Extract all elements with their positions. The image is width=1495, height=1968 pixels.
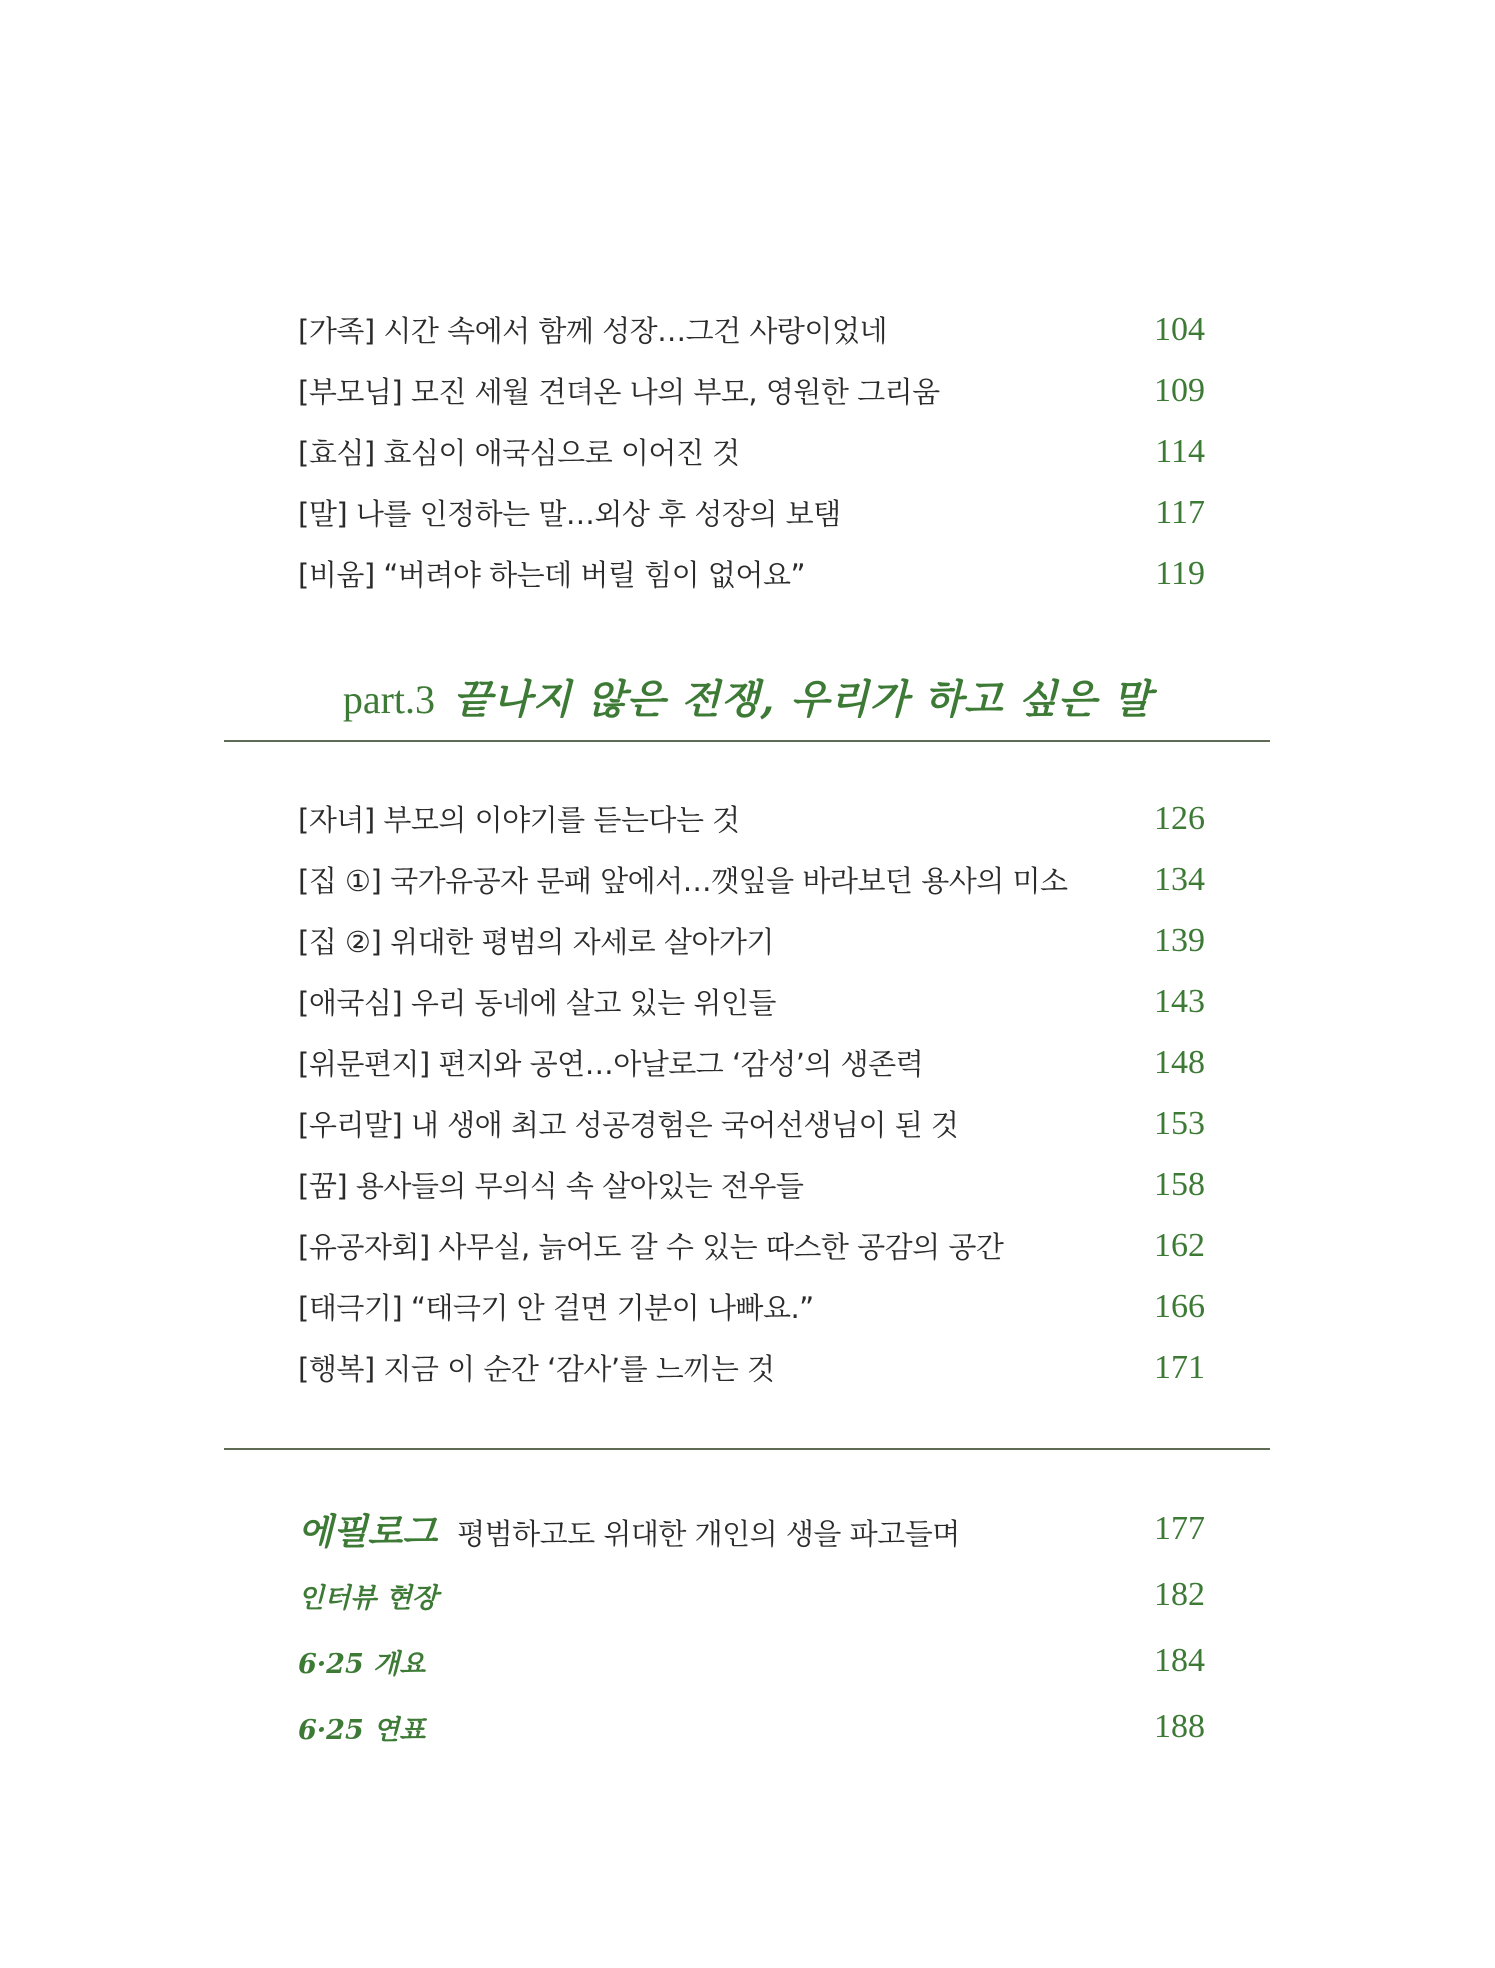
part-title: 끝나지 않은 전쟁, 우리가 하고 싶은 말 bbox=[453, 676, 1153, 723]
toc-entry-title: [꿈] 용사들의 무의식 속 살아있는 전우들 bbox=[298, 1169, 804, 1203]
toc-entry[interactable] bbox=[298, 788, 1205, 849]
toc-entry-page: 166 bbox=[1154, 1287, 1205, 1325]
toc-entry-title: [자녀] 부모의 이야기를 듣는다는 것 bbox=[298, 803, 740, 837]
toc-entry-title: [위문편지] 편지와 공연…아날로그 ‘감성’의 생존력 bbox=[298, 1047, 924, 1081]
toc-entry-page: 171 bbox=[1154, 1348, 1205, 1386]
toc-entry-page: 117 bbox=[1155, 493, 1205, 531]
toc-entry-title: 평범하고도 위대한 개인의 생을 파고들며 bbox=[457, 1516, 960, 1551]
toc-entry[interactable] bbox=[298, 421, 1205, 482]
toc-entry-page: 162 bbox=[1154, 1226, 1205, 1264]
toc-section-part2-tail bbox=[298, 299, 1205, 604]
toc-entry[interactable] bbox=[298, 1337, 1205, 1398]
toc-entry-page: 104 bbox=[1154, 310, 1205, 348]
toc-entry[interactable] bbox=[298, 971, 1205, 1032]
toc-entry[interactable] bbox=[298, 543, 1205, 604]
toc-entry-page: 119 bbox=[1155, 554, 1205, 592]
toc-entry-title: [말] 나를 인정하는 말…외상 후 성장의 보탬 bbox=[298, 497, 841, 531]
toc-entry[interactable] bbox=[298, 1032, 1205, 1093]
toc-entry-page: 148 bbox=[1154, 1043, 1205, 1081]
toc-entry-page: 114 bbox=[1155, 432, 1205, 470]
toc-entry-label: 인터뷰 현장 bbox=[298, 1582, 438, 1614]
toc-entry-page: 182 bbox=[1154, 1576, 1205, 1613]
toc-entry-page: 143 bbox=[1154, 982, 1205, 1020]
divider bbox=[224, 1448, 1270, 1450]
toc-section-part3 bbox=[298, 788, 1205, 1398]
toc-entry[interactable] bbox=[298, 849, 1205, 910]
toc-entry-title: [효심] 효심이 애국심으로 이어진 것 bbox=[298, 436, 740, 470]
toc-section-appendix bbox=[298, 1496, 1205, 1760]
part-heading bbox=[0, 668, 1495, 725]
toc-entry-title: [태극기] “태극기 안 걸면 기분이 나빠요.” bbox=[298, 1291, 814, 1325]
toc-entry-title: [비움] “버려야 하는데 버릴 힘이 없어요” bbox=[298, 558, 805, 592]
toc-entry-interview[interactable] bbox=[298, 1562, 1205, 1628]
toc-entry-timeline[interactable] bbox=[298, 1694, 1205, 1760]
toc-entry[interactable] bbox=[298, 1093, 1205, 1154]
toc-entry-page: 158 bbox=[1154, 1165, 1205, 1203]
toc-entry-page: 139 bbox=[1154, 921, 1205, 959]
toc-entry-title: [우리말] 내 생애 최고 성공경험은 국어선생님이 된 것 bbox=[298, 1108, 959, 1142]
toc-entry-label: 6·25 개요 bbox=[298, 1648, 426, 1680]
toc-entry-page: 188 bbox=[1154, 1708, 1205, 1745]
toc-entry-page: 184 bbox=[1154, 1642, 1205, 1679]
toc-entry-title: [집 ①] 국가유공자 문패 앞에서…깻잎을 바라보던 용사의 미소 bbox=[298, 864, 1068, 898]
toc-entry[interactable] bbox=[298, 1276, 1205, 1337]
toc-entry-title: [행복] 지금 이 순간 ‘감사’를 느끼는 것 bbox=[298, 1352, 775, 1386]
toc-entry[interactable] bbox=[298, 1154, 1205, 1215]
toc-entry-page: 153 bbox=[1154, 1104, 1205, 1142]
toc-entry[interactable] bbox=[298, 910, 1205, 971]
toc-entry-title: [가족] 시간 속에서 함께 성장…그건 사랑이었네 bbox=[298, 314, 887, 348]
toc-entry-title: [부모님] 모진 세월 견뎌온 나의 부모, 영원한 그리움 bbox=[298, 375, 940, 409]
divider bbox=[224, 740, 1270, 742]
toc-entry-title: [집 ②] 위대한 평범의 자세로 살아가기 bbox=[298, 925, 774, 959]
toc-entry-page: 109 bbox=[1154, 371, 1205, 409]
toc-entry-title: [유공자회] 사무실, 늙어도 갈 수 있는 따스한 공감의 공간 bbox=[298, 1230, 1004, 1264]
toc-entry[interactable] bbox=[298, 482, 1205, 543]
toc-entry-label: 6·25 연표 bbox=[298, 1714, 426, 1746]
toc-entry-page: 126 bbox=[1154, 799, 1205, 837]
toc-entry[interactable] bbox=[298, 1215, 1205, 1276]
toc-entry-epilogue[interactable] bbox=[298, 1496, 1205, 1562]
toc-entry-label: 에필로그 bbox=[298, 1510, 438, 1553]
toc-entry-overview[interactable] bbox=[298, 1628, 1205, 1694]
toc-entry-page: 134 bbox=[1154, 860, 1205, 898]
toc-entry-page: 177 bbox=[1154, 1510, 1205, 1547]
toc-entry[interactable] bbox=[298, 299, 1205, 360]
toc-entry-title: [애국심] 우리 동네에 살고 있는 위인들 bbox=[298, 986, 776, 1020]
part-label: part.3 bbox=[342, 677, 436, 722]
toc-entry[interactable] bbox=[298, 360, 1205, 421]
